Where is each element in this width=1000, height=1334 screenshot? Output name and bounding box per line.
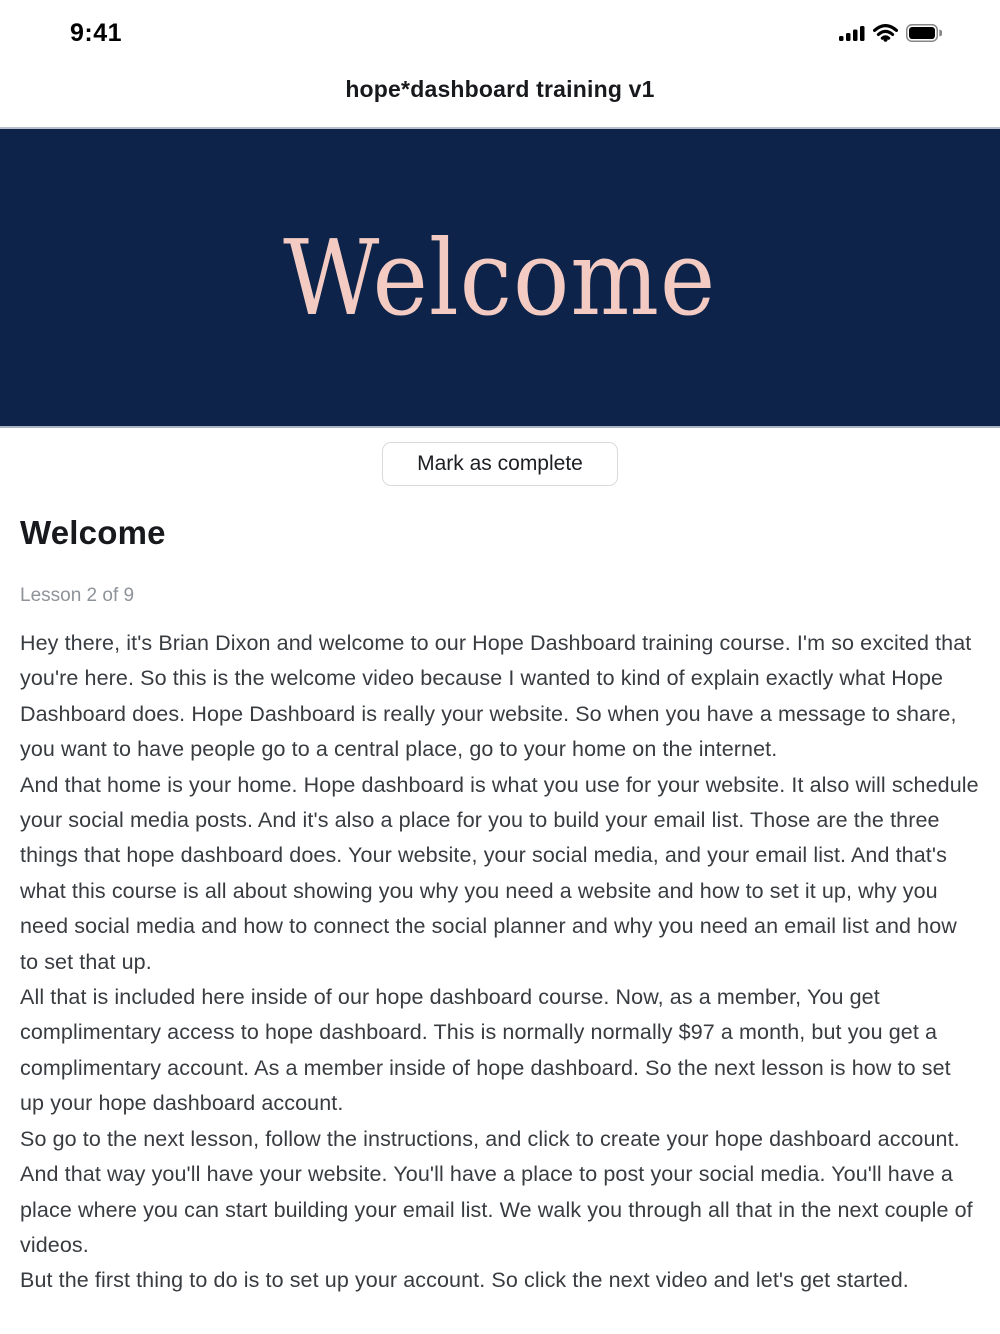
lesson-body [20,626,980,1299]
complete-row [0,442,1000,486]
lesson-paragraph: But the first thing to do is to set up your account. So click the next video and let's get started. [20,1268,909,1293]
lesson-paragraph: Hey there, it's Brian Dixon and welcome to our Hope Dashboard training course. I'm so excited that you're here. So this is the welcome video because I wanted to kind of explain exactly what Hope Dashboard does. Hope Dashboard is really your website. So when you have a message to share, you want to have people go to a central place, go to your home on the internet. [20,631,972,762]
battery-icon [906,24,942,42]
app-title: hope*dashboard training v1 [345,76,655,102]
cellular-signal-icon [839,25,865,42]
lesson-paragraph: All that is included here inside of our hope dashboard course. Now, as a member, You get complimentary access to hope dashboard. This is normally normally $97 a month, but you get a complimentary account. As a member inside of hope dashboard. So the next lesson is how to set up your hope dashboard account. [20,985,951,1116]
lesson-title: Welcome [20,514,166,551]
status-bar [0,0,1000,52]
lesson-content [0,514,1000,1299]
hero-welcome-text: Welcome [283,216,717,339]
app-header [0,52,1000,127]
lesson-progress-label: Lesson 2 of 9 [20,585,135,606]
mark-as-complete-button[interactable]: Mark as complete [382,442,618,486]
lesson-paragraph: And that home is your home. Hope dashboard is what you use for your website. It also will schedule your social media posts. And it's also a place for you to build your email list. Those are the three things that hope dashboard does. Your website, your social media, and your email list. And that's what this course is all about showing you why you need a website and how to set it up, why you need social media and how to connect the social planner and why you need an email list and how to set that up. [20,772,979,974]
wifi-icon [873,24,898,42]
lesson-paragraph: So go to the next lesson, follow the instructions, and click to create your hope dashboard account. And that way you'll have your website. You'll have a place to post your social media. You'll have a place where you can start building your email list. We walk you through all that in the next couple of videos. [20,1126,973,1257]
status-time: 9:41 [70,18,123,47]
lesson-cover-banner [0,127,1000,428]
status-icons [839,24,942,42]
